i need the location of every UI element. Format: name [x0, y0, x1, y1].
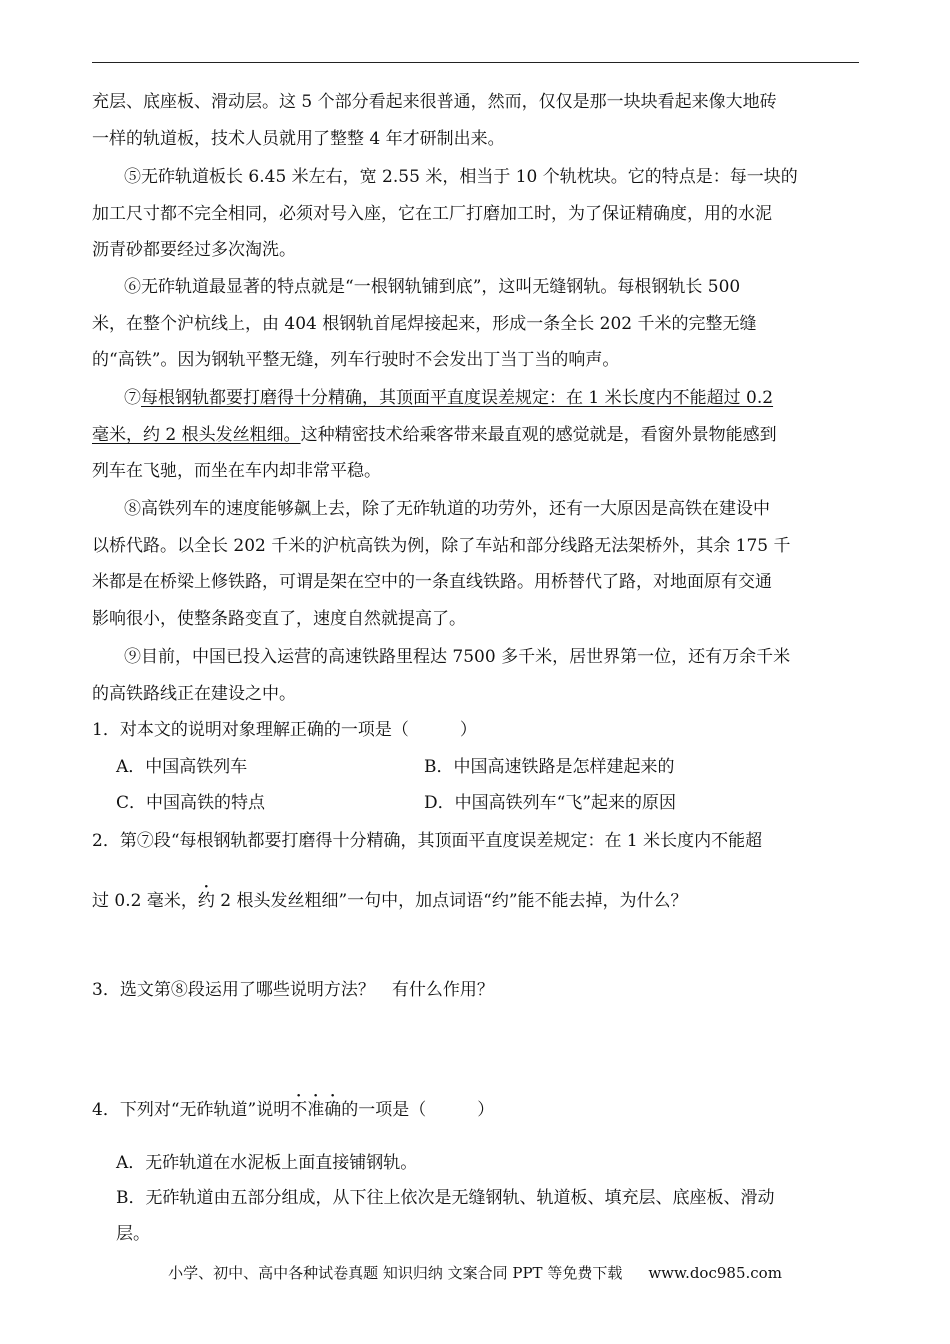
question-2-text: 2 根头发丝粗细”一句中，加点词语“约”能不能去掉，为什么？ [214, 891, 688, 911]
paragraph-7-text: 这种精密技术给乘客带来最直观的感觉就是，看窗外景物能感到 [300, 425, 777, 445]
footer-url[interactable]: www.doc985.com [648, 1264, 782, 1282]
paragraph-8-line: ⑧高铁列车的速度能够飙上去，除了无砟轨道的功劳外，还有一大原因是高铁在建设中 [124, 499, 770, 519]
question-4-option-a: A．无砟轨道在水泥板上面直接铺钢轨。 [116, 1153, 418, 1173]
paragraph-6-line: 的“高铁”。因为钢轨平整无缝，列车行驶时不会发出丁当丁当的响声。 [92, 350, 620, 370]
question-4-stem [92, 1098, 859, 1122]
footer-text: 小学、初中、高中各种试卷真题 知识归纳 文案合同 PPT 等免费下载 [168, 1264, 623, 1282]
underlined-sentence: 每根钢轨都要打磨得十分精确，其顶面平直度误差规定：在 1 米长度内不能超过 0.2 [141, 388, 774, 408]
question-4-text: 4．下列对“无砟轨道”说明 [92, 1100, 291, 1120]
paragraph-5-line: ⑤无砟轨道板长 6.45 米左右，宽 2.55 米，相当于 10 个轨枕块。它的特点是：每一块的 [124, 167, 798, 187]
dotted-word: 不 [290, 1100, 308, 1120]
header-rule [92, 62, 859, 63]
paragraph-8-line: 影响很小，使整条路变直了，速度自然就提高了。 [92, 609, 466, 629]
question-1-stem: 1．对本文的说明对象理解正确的一项是（ ） [92, 720, 477, 740]
question-1-option-d: D．中国高铁列车“飞”起来的原因 [424, 793, 677, 813]
passage-line: 一样的轨道板，技术人员就用了整整 4 年才研制出来。 [92, 129, 505, 149]
paragraph-8-line: 米都是在桥梁上修铁路，可谓是架在空中的一条直线铁路。用桥替代了路，对地面原有交通 [92, 572, 772, 592]
underlined-sentence: 毫米，约 2 根头发丝粗细。 [92, 425, 301, 445]
question-4-option-b: B．无砟轨道由五部分组成，从下往上依次是无缝钢轨、轨道板、填充层、底座板、滑动 [116, 1188, 775, 1208]
question-2-text: 过 0.2 毫米， [92, 891, 198, 911]
paragraph-7-line [124, 386, 859, 410]
paragraph-5-line: 加工尺寸都不完全相同，必须对号入座，它在工厂打磨加工时，为了保证精确度，用的水泥 [92, 204, 772, 224]
paragraph-9-line: 的高铁路线正在建设之中。 [92, 684, 296, 704]
question-1-option-b: B．中国高速铁路是怎样建起来的 [424, 757, 675, 777]
paragraph-6-line: 米，在整个沪杭线上，由 404 根钢轨首尾焊接起来，形成一条全长 202 千米的完整无缝 [92, 314, 757, 334]
question-1-option-c: C．中国高铁的特点 [116, 793, 266, 813]
paragraph-6-line: ⑥无砟轨道最显著的特点就是“一根钢轨铺到底”，这叫无缝钢轨。每根钢轨长 500 [124, 277, 741, 297]
dotted-word: 约 [197, 891, 215, 911]
dotted-word: 准 [307, 1100, 325, 1120]
dotted-word: 确 [324, 1100, 342, 1120]
passage-line: 充层、底座板、滑动层。这 5 个部分看起来很普通，然而，仅仅是那一块块看起来像大地砖 [92, 92, 777, 112]
question-4-text: 的一项是（ ） [341, 1100, 495, 1120]
paragraph-7-line: 列车在飞驰，而坐在车内却非常平稳。 [92, 461, 381, 481]
question-1-option-a: A．中国高铁列车 [116, 757, 248, 777]
page-footer [0, 1262, 950, 1284]
paragraph-7-number: ⑦ [124, 388, 141, 408]
question-4-option-b-cont: 层。 [116, 1224, 150, 1244]
paragraph-7-line [92, 423, 859, 447]
question-3-stem: 3．选文第⑧段运用了哪些说明方法？ 有什么作用？ [92, 980, 494, 1000]
paragraph-9-line: ⑨目前，中国已投入运营的高速铁路里程达 7500 多千米，居世界第一位，还有万余千米 [124, 647, 791, 667]
paragraph-5-line: 沥青砂都要经过多次淘洗。 [92, 240, 296, 260]
question-2-line [92, 889, 859, 913]
question-2-line: 2．第⑦段“每根钢轨都要打磨得十分精确，其顶面平直度误差规定：在 1 米长度内不能超 [92, 831, 763, 851]
paragraph-8-line: 以桥代路。以全长 202 千米的沪杭高铁为例，除了车站和部分线路无法架桥外，其余 175 千 [92, 536, 791, 556]
